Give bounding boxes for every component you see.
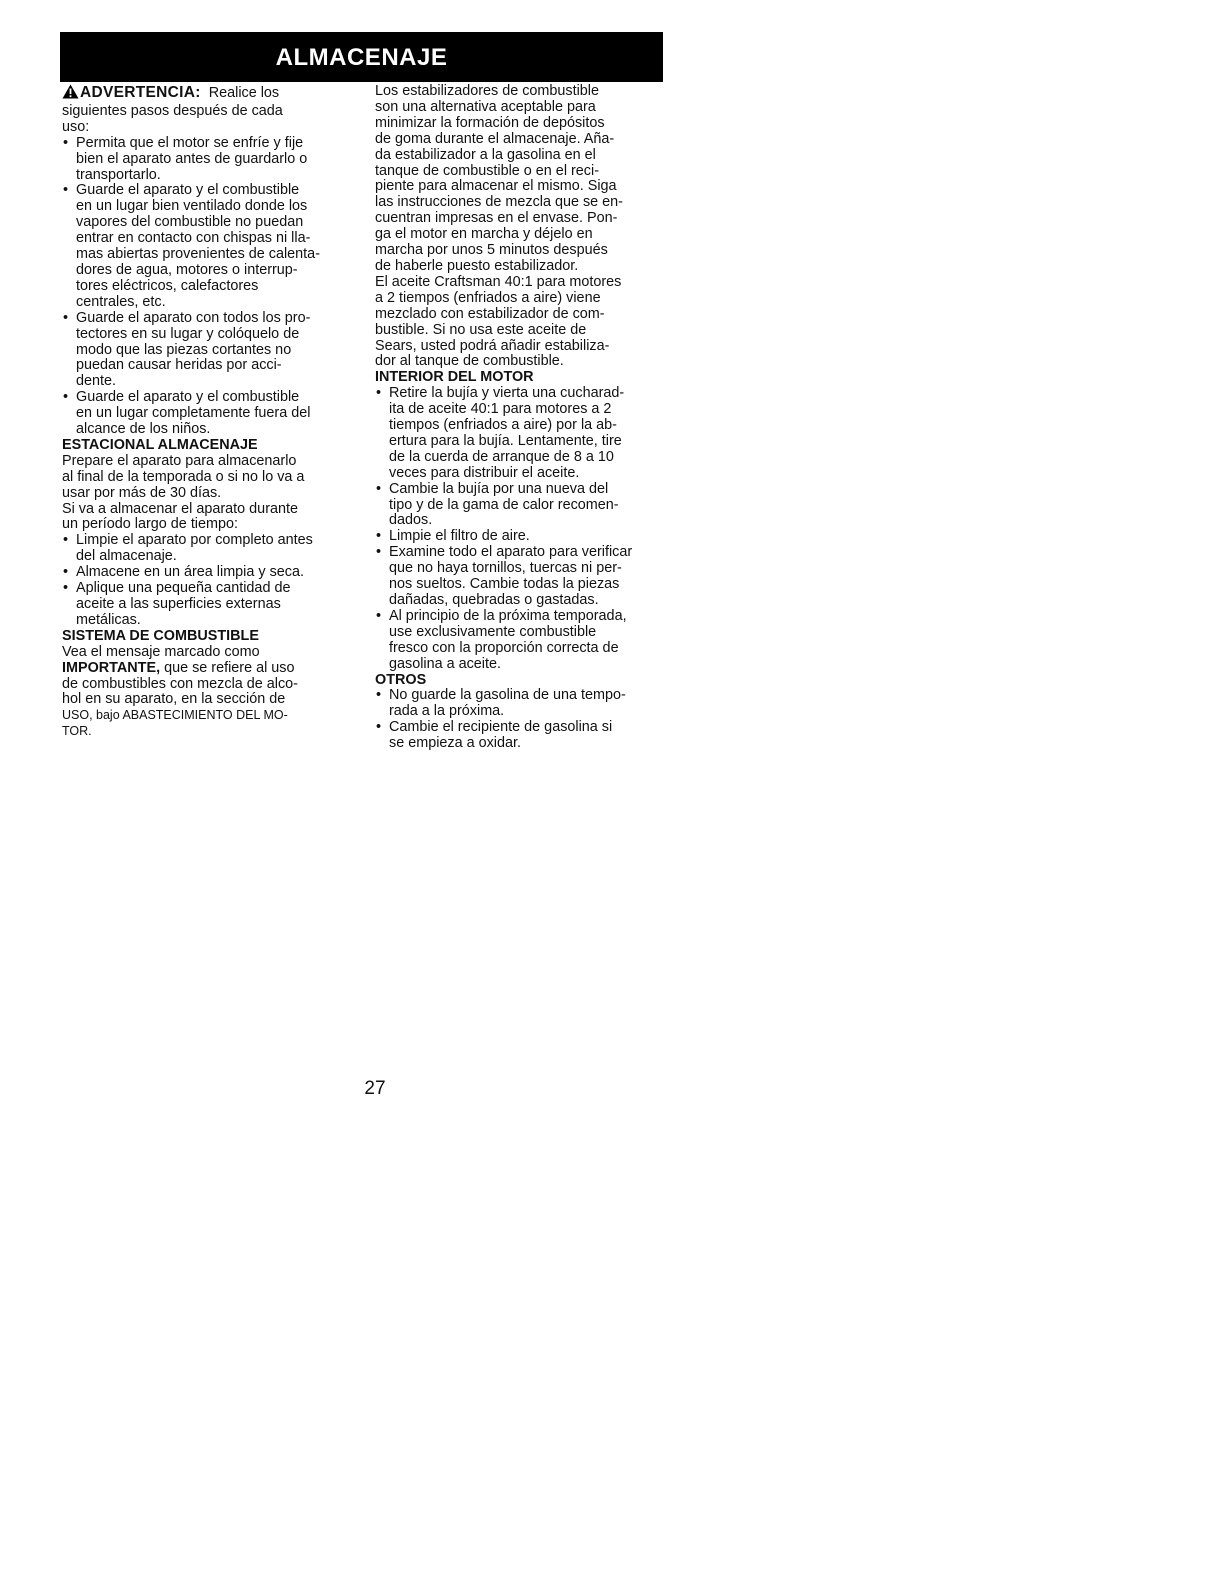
section-title: ALMACENAJE <box>275 44 448 71</box>
text-line: dor al tanque de combustible. <box>375 353 564 370</box>
text-line: • Guarde el aparato con todos los pro- <box>76 309 311 326</box>
text-line: • Retire la bujía y vierta una cucharad- <box>389 385 625 402</box>
text-line: • Guarde el aparato y el combustible <box>76 182 300 199</box>
text-line: de la cuerda de arranque de 8 a 10 <box>389 448 614 465</box>
warning-intro-line: siguientes pasos después de cada <box>62 102 283 119</box>
list-item <box>375 482 667 530</box>
text-line: • Examine todo el aparato para verificar <box>389 544 633 561</box>
text-line: aceite a las superficies externas <box>76 596 281 612</box>
text-line: da estabilizador a la gasolina en el <box>375 146 596 163</box>
text-line: • Cambie la bujía por una nueva del <box>389 480 609 497</box>
list-item <box>62 136 354 184</box>
text-line: • Limpie el filtro de aire. <box>389 528 530 545</box>
text-line: fresco con la proporción correcta de <box>389 639 619 656</box>
text-line <box>62 661 354 677</box>
text-line: en un lugar completamente fuera del <box>76 405 311 422</box>
text-line: transportarlo. <box>76 166 161 183</box>
text-line: modo que las piezas cortantes no <box>76 341 292 358</box>
warning-intro-line: uso: <box>62 118 90 135</box>
text-line: dente. <box>76 373 117 390</box>
text-line: Los estabilizadores de combustible <box>375 83 599 99</box>
warning-list <box>62 136 354 438</box>
text-line: dañadas, quebradas o gastadas. <box>389 592 599 608</box>
text-line: a 2 tiempos (enfriados a aire) viene <box>375 289 601 306</box>
text-line: Vea el mensaje marcado como <box>62 643 260 660</box>
section-heading-otros: OTROS <box>375 671 427 688</box>
warning-label: ADVERTENCIA: <box>80 84 201 101</box>
text-line: bien el aparato antes de guardarlo o <box>76 150 308 167</box>
text-line: ita de aceite 40:1 para motores a 2 <box>389 401 612 418</box>
text-line: Prepare el aparato para almacenarlo <box>62 452 297 469</box>
section-heading-estacional: ESTACIONAL ALMACENAJE <box>62 436 258 453</box>
text-line: tipo y de la gama de calor recomen- <box>389 496 619 513</box>
text-line: • Limpie el aparato por completo antes <box>76 532 313 549</box>
text-line: • Permita que el motor se enfríe y fije <box>76 134 304 151</box>
text-span: que se refiere al uso <box>160 659 295 676</box>
text-line: del almacenaje. <box>76 548 177 565</box>
text-line: ertura para la bujía. Lentamente, tire <box>389 432 622 449</box>
text-line: al final de la temporada o si no lo va a <box>62 468 305 485</box>
section-banner <box>60 32 663 82</box>
list-item <box>375 545 667 609</box>
list-item <box>62 533 354 565</box>
text-line: son una alternativa aceptable para <box>375 98 596 115</box>
text-line: hol en su aparato, en la sección de <box>62 691 286 708</box>
text-line: tores eléctricos, calefactores <box>76 277 259 294</box>
left-column <box>62 84 354 740</box>
text-line: Si va a almacenar el aparato durante <box>62 500 298 517</box>
list-item <box>375 720 667 752</box>
text-line: de combustibles con mezcla de alco- <box>62 675 298 692</box>
text-line: mas abiertas provenientes de calenta- <box>76 246 320 263</box>
text-line: tanque de combustible o en el reci- <box>375 162 599 179</box>
text-line: bustible. Si no usa este aceite de <box>375 321 587 338</box>
warning-intro-first: Realice los <box>208 85 280 101</box>
text-line: dores de agua, motores o interrup- <box>76 261 298 278</box>
text-line: en un lugar bien ventilado donde los <box>76 198 308 215</box>
list-item <box>375 688 667 720</box>
important-label: IMPORTANTE, <box>62 659 161 676</box>
text-line: gasolina a aceite. <box>389 655 502 672</box>
text-line: de goma durante el almacenaje. Aña- <box>375 130 615 147</box>
text-line: veces para distribuir el aceite. <box>389 464 580 481</box>
section-heading-interior: INTERIOR DEL MOTOR <box>375 369 534 386</box>
text-line: metálicas. <box>76 611 141 628</box>
text-line: USO, bajo ABASTECIMIENTO DEL MO- <box>62 708 288 723</box>
text-line: centrales, etc. <box>76 293 166 310</box>
text-line: marcha por unos 5 minutos después <box>375 242 608 259</box>
text-line: Sears, usted podrá añadir estabiliza- <box>375 337 610 354</box>
estacional-list <box>62 533 354 628</box>
section-heading-sistema: SISTEMA DE COMBUSTIBLE <box>62 627 259 644</box>
text-line: mezclado con estabilizador de com- <box>375 305 605 322</box>
otros-list <box>375 688 667 752</box>
list-item <box>62 565 354 581</box>
list-item <box>62 183 354 310</box>
text-line: un período largo de tiempo: <box>62 516 239 533</box>
list-item <box>375 609 667 673</box>
list-item <box>375 386 667 481</box>
list-item <box>62 311 354 391</box>
text-line: TOR. <box>62 724 92 739</box>
text-line: use exclusivamente combustible <box>389 623 597 640</box>
page-number: 27 <box>364 1078 386 1099</box>
text-line: • Cambie el recipiente de gasolina si <box>389 719 613 736</box>
warning-triangle-icon <box>62 84 79 104</box>
warning-intro <box>62 84 354 104</box>
text-line: cuentran impresas en el envase. Pon- <box>375 210 618 227</box>
text-line: usar por más de 30 días. <box>62 484 222 501</box>
text-line: de haberle puesto estabilizador. <box>375 257 579 274</box>
text-line: • Almacene en un área limpia y seca. <box>76 564 304 581</box>
text-line: • Guarde el aparato y el combustible <box>76 389 300 406</box>
text-line: ga el motor en marcha y déjelo en <box>375 226 593 243</box>
list-item <box>375 529 667 545</box>
text-line: • No guarde la gasolina de una tempo- <box>389 687 626 704</box>
text-line: tectores en su lugar y colóquelo de <box>76 325 300 342</box>
right-column <box>375 84 667 752</box>
text-line: rada a la próxima. <box>389 703 505 720</box>
text-line: alcance de los niños. <box>76 421 211 438</box>
list-item <box>62 390 354 438</box>
text-line: dados. <box>389 512 433 529</box>
interior-list <box>375 386 667 672</box>
list-item <box>62 581 354 629</box>
text-line: las instrucciones de mezcla que se en- <box>375 194 623 211</box>
text-line: entrar en contacto con chispas ni lla- <box>76 230 311 247</box>
text-line: El aceite Craftsman 40:1 para motores <box>375 273 622 290</box>
text-line: vapores del combustible no puedan <box>76 214 304 231</box>
text-line: nos sueltos. Cambie todas la piezas <box>389 576 620 593</box>
text-line: • Al principio de la próxima temporada, <box>389 607 627 624</box>
text-line: piente para almacenar el mismo. Siga <box>375 178 617 195</box>
text-line: tiempos (enfriados a aire) por la ab- <box>389 417 617 434</box>
text-line: puedan causar heridas por acci- <box>76 357 282 374</box>
text-line: minimizar la formación de depósitos <box>375 114 605 131</box>
text-line: • Aplique una pequeña cantidad de <box>76 580 291 597</box>
text-line: que no haya tornillos, tuercas ni per- <box>389 560 622 577</box>
text-line: se empieza a oxidar. <box>389 735 521 752</box>
